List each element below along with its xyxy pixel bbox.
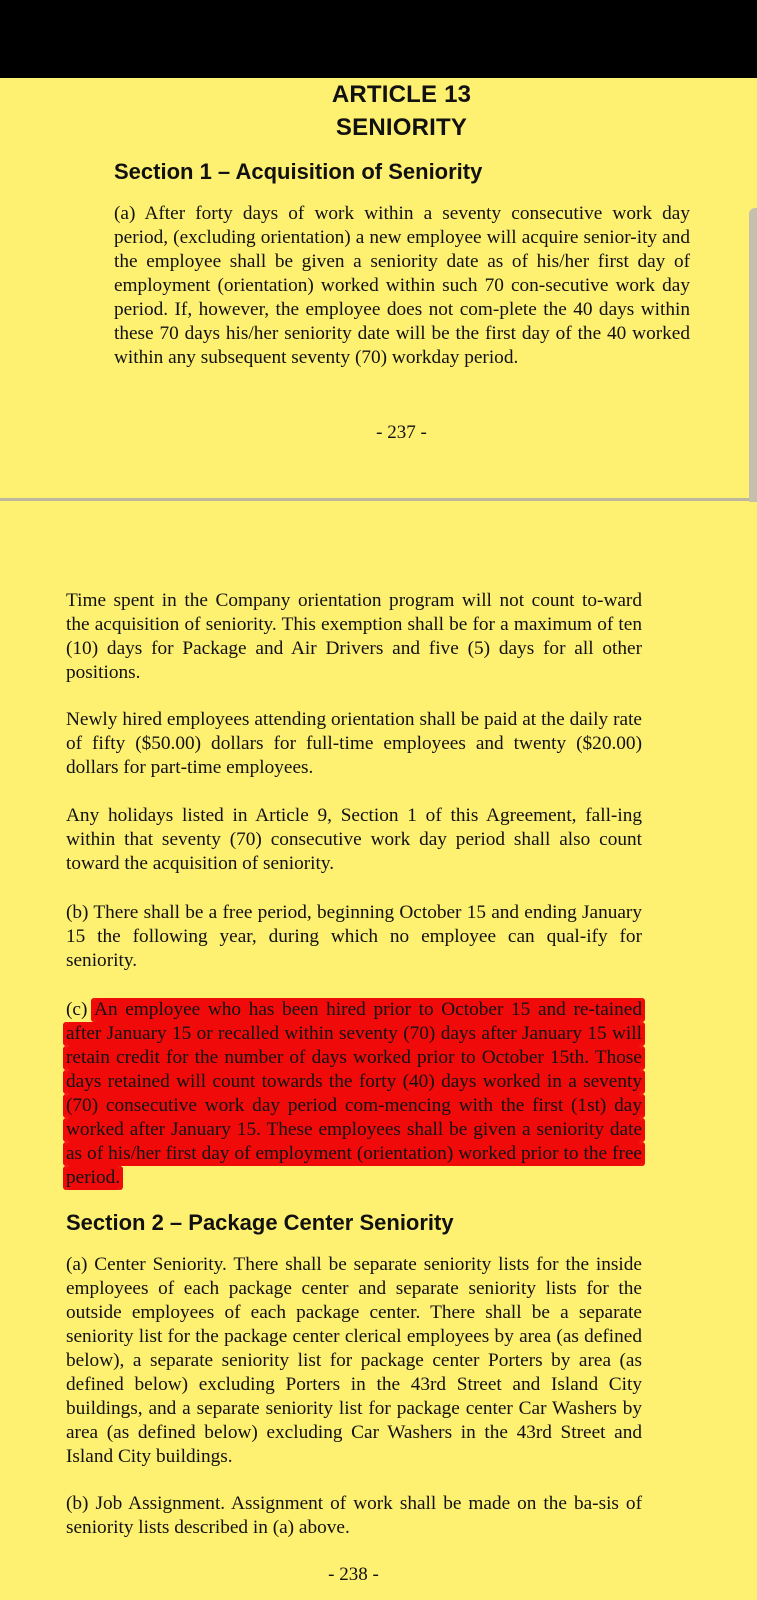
paragraph-holidays: Any holidays listed in Article 9, Section 1 of this Agreement, fall-ing within that seventy (70) consecutive work day period shall also count toward the acquisition of seniority.: [66, 805, 642, 874]
paragraph-c-label: (c): [66, 999, 88, 1020]
page-number-237: - 237 -: [376, 422, 427, 443]
section-2-paragraph-a: (a) Center Seniority. There shall be separate seniority lists for the inside employees of each package center and separate seniority lists for the outside employees of each package center. There shall be a separate seniority list for the package center clerical employees by area (as defined below), a separate seniority list for package center Porters by area (as defined below) excluding Porters in the 43rd Street and Island City buildings, and a separate seniority list for package center Car Washers by area (as defined below) excluding Car Washers in the 43rd Street and Island City buildings.: [66, 1254, 642, 1467]
page-divider: [0, 498, 750, 501]
section-2-paragraph-b: (b) Job Assignment. Assignment of work shall be made on the ba-sis of seniority lists described in (a) above.: [66, 1493, 642, 1538]
paragraph-b-free-period: (b) There shall be a free period, beginning October 15 and ending January 15 the following year, during which no employee can qual-ify for seniority.: [66, 902, 642, 971]
page-edge-shadow: [749, 208, 757, 506]
article-title: ARTICLE 13: [331, 81, 472, 108]
section-2-title: Section 2 – Package Center Seniority: [66, 1210, 454, 1235]
article-subtitle: SENIORITY: [335, 114, 468, 141]
page-number-238: - 238 -: [328, 1564, 379, 1585]
section-1-paragraph-a: (a) After forty days of work within a seventy consecutive work day period, (excluding orientation) a new employee will acquire senior-ity and the employee shall be given a seniority date as of his/her first day of employment (orientation) worked within such 70 con-secutive work day period. If, however, the employee does not com-plete the 40 days within these 70 days his/her seniority date will be the first day of the 40 worked within any subsequent seventy (70) workday period.: [114, 203, 690, 368]
page-238[interactable]: [0, 502, 757, 1600]
paragraph-orientation-pay: Newly hired employees attending orientation shall be paid at the daily rate of fifty ($50.00) dollars for full-time employees and twenty ($20.00) dollars for part-time employees.: [66, 709, 642, 778]
highlighted-text[interactable]: An employee who has been hired prior to October 15 and re-tained after January 15 or recalled within seventy (70) days after January 15 will retain credit for the number of days worked prior to October 15th. Those days retained will count towards the forty (40) days worked in a seventy (70) consecutive work day period com-mencing with the first (1st) day worked after January 15. These employees shall be given a seniority date as of his/her first day of employment (orientation) worked prior to the free period.: [66, 999, 642, 1188]
page-237[interactable]: [0, 78, 757, 498]
paragraph-c: [66, 998, 642, 1190]
section-1-title: Section 1 – Acquisition of Seniority: [114, 159, 483, 184]
paragraph-orientation: Time spent in the Company orientation program will not count to-ward the acquisition of seniority. This exemption shall be for a maximum of ten (10) days for Package and Air Drivers and five (5) days for all other positions.: [66, 590, 642, 683]
status-bar: [0, 0, 757, 78]
